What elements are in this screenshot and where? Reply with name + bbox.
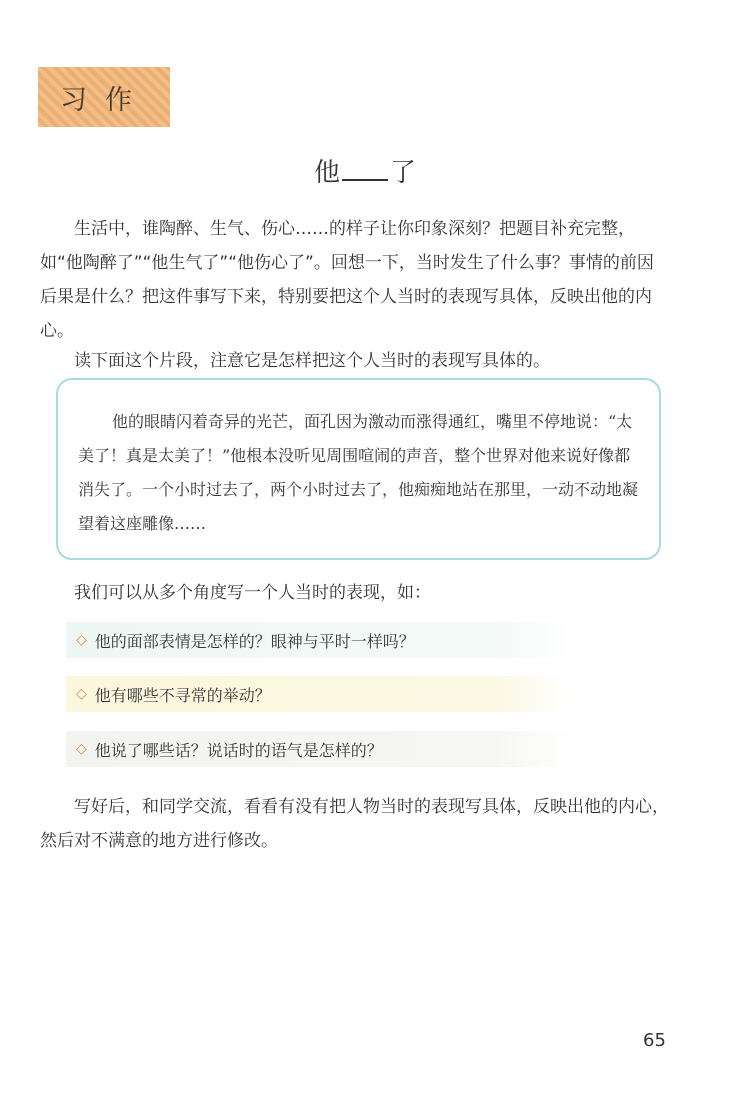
diamond-bullet-icon: ◇ [76,741,87,757]
page-number: 65 [643,1030,666,1051]
angles-lead: 我们可以从多个角度写一个人当时的表现，如： [74,583,431,603]
title-blank-line [342,178,388,181]
composition-title [0,152,730,189]
title-suffix: 了 [390,158,417,188]
hint-item-text: 他的面部表情是怎样的？眼神与平时一样吗？ [94,631,415,651]
diamond-bullet-icon: ◇ [76,632,87,648]
title-prefix: 他 [313,158,340,188]
hint-item-actions [66,676,571,712]
hint-item-facial-expression [66,622,571,658]
intro-paragraph-2: 读下面这个片段，注意它是怎样把这个人当时的表现写具体的。 [74,351,550,371]
intro-paragraph-1: 生活中，谁陶醉、生气、伤心……的样子让你印象深刻？把题目补充完整，如“他陶醉了”“他生气了”“他伤心了”。回想一下，当时发生了什么事？事情的前因后果是什么？把这件事写下来，特别要把这个人当时的表现写具体，反映出他的内心。 [40,219,654,341]
excerpt-text: 他的眼睛闪着奇异的光芒，面孔因为激动而涨得通红，嘴里不停地说：“太美了！真是太美了！”他根本没听见周围喧闹的声音，整个世界对他来说好像都消失了。一个小时过去了，两个小时过去了，他痴痴地站在那里，一动不动地凝望着这座雕像…… [78,412,639,533]
section-label: 习作 [60,84,150,116]
diamond-bullet-icon: ◇ [76,686,87,702]
hint-item-text: 他说了哪些话？说话时的语气是怎样的？ [94,740,383,760]
hint-item-text: 他有哪些不寻常的举动？ [94,685,271,705]
hint-item-speech [66,731,571,767]
closing-paragraph: 写好后，和同学交流，看看有没有把人物当时的表现写具体，反映出他的内心，然后对不满意的地方进行修改。 [40,797,669,851]
section-badge [38,67,170,127]
